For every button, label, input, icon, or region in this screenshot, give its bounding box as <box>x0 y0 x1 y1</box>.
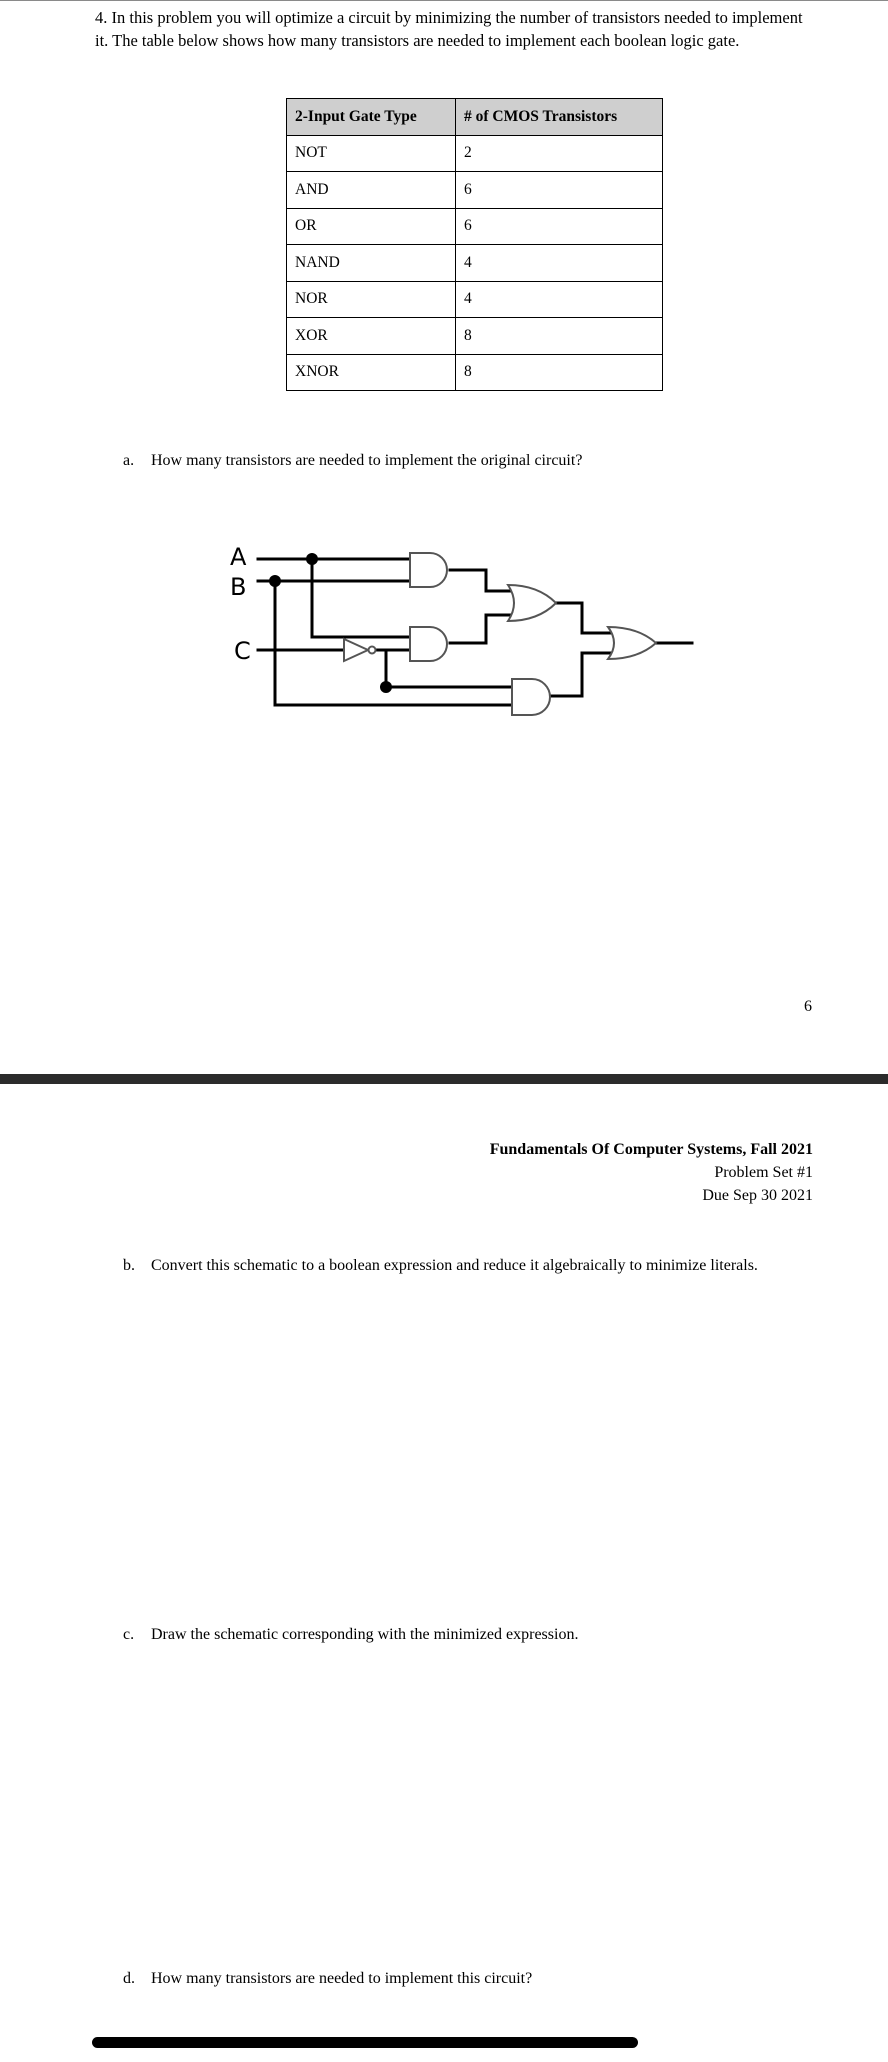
question-letter: a. <box>123 452 135 469</box>
wire-and2-or1 <box>450 615 514 643</box>
transistor-count-cell: 8 <box>456 354 663 391</box>
course-title: Fundamentals Of Computer Systems, Fall 2021 <box>489 1141 813 1158</box>
gate-type-cell: NOT <box>287 135 456 172</box>
wire-and3-or2 <box>552 653 614 696</box>
input-label-a: A <box>230 543 247 571</box>
and-gate-2 <box>410 627 447 661</box>
junction-dot <box>306 553 318 565</box>
transistor-count-cell: 4 <box>456 281 663 318</box>
or-gate-1 <box>508 585 556 621</box>
question-letter: c. <box>123 1626 135 1643</box>
not-gate <box>344 639 368 661</box>
gate-type-cell: NOR <box>287 281 456 318</box>
column-header-transistors: # of CMOS Transistors <box>456 99 663 136</box>
input-label-c: C <box>234 637 251 665</box>
gate-type-cell: NAND <box>287 245 456 282</box>
wire-and1-or1 <box>450 570 514 591</box>
question-text: Draw the schematic corresponding with the minimized expression. <box>151 1626 579 1643</box>
and-gate-3 <box>512 679 550 715</box>
problem-intro: 4. In this problem you will optimize a circuit by minimizing the number of transistors needed to implement it. The table below shows how many transistors are needed to implement each boolean logic gate. <box>95 8 803 50</box>
column-header-gate-type: 2-Input Gate Type <box>287 99 456 136</box>
table-row <box>287 318 663 355</box>
transistor-count-cell: 4 <box>456 245 663 282</box>
page-number: 6 <box>804 998 812 1015</box>
gate-type-cell: OR <box>287 208 456 245</box>
due-date: Due Sep 30 2021 <box>702 1187 813 1204</box>
problem-set-label: Problem Set #1 <box>714 1164 813 1181</box>
not-gate-bubble <box>369 647 376 654</box>
and-gate-1 <box>410 553 447 587</box>
junction-dot <box>380 681 392 693</box>
input-label-b: B <box>230 573 247 601</box>
table-row <box>287 354 663 391</box>
page-break-bar <box>0 1074 888 1084</box>
transistor-table <box>286 98 663 391</box>
transistor-count-cell: 8 <box>456 318 663 355</box>
transistor-count-cell: 2 <box>456 135 663 172</box>
question-text: How many transistors are needed to implement this circuit? <box>151 1970 533 1987</box>
table-row <box>287 281 663 318</box>
junction-dot <box>269 575 281 587</box>
circuit-schematic <box>220 535 700 735</box>
table-row <box>287 135 663 172</box>
question-letter: b. <box>123 1257 135 1274</box>
table-row <box>287 245 663 282</box>
gate-type-cell: AND <box>287 172 456 209</box>
question-text: How many transistors are needed to implement the original circuit? <box>151 452 583 469</box>
wire-or1-or2 <box>556 603 614 633</box>
question-letter: d. <box>123 1970 135 1987</box>
gate-type-cell: XNOR <box>287 354 456 391</box>
horizontal-scrollbar[interactable] <box>92 2037 638 2048</box>
table-row <box>287 208 663 245</box>
transistor-count-cell: 6 <box>456 208 663 245</box>
or-gate-2 <box>608 627 656 659</box>
table-row <box>287 172 663 209</box>
top-divider <box>0 0 888 1</box>
gate-type-cell: XOR <box>287 318 456 355</box>
question-text: Convert this schematic to a boolean expression and reduce it algebraically to minimize literals. <box>151 1257 758 1274</box>
table-header-row <box>287 99 663 136</box>
page-header <box>490 1138 813 1207</box>
transistor-count-cell: 6 <box>456 172 663 209</box>
